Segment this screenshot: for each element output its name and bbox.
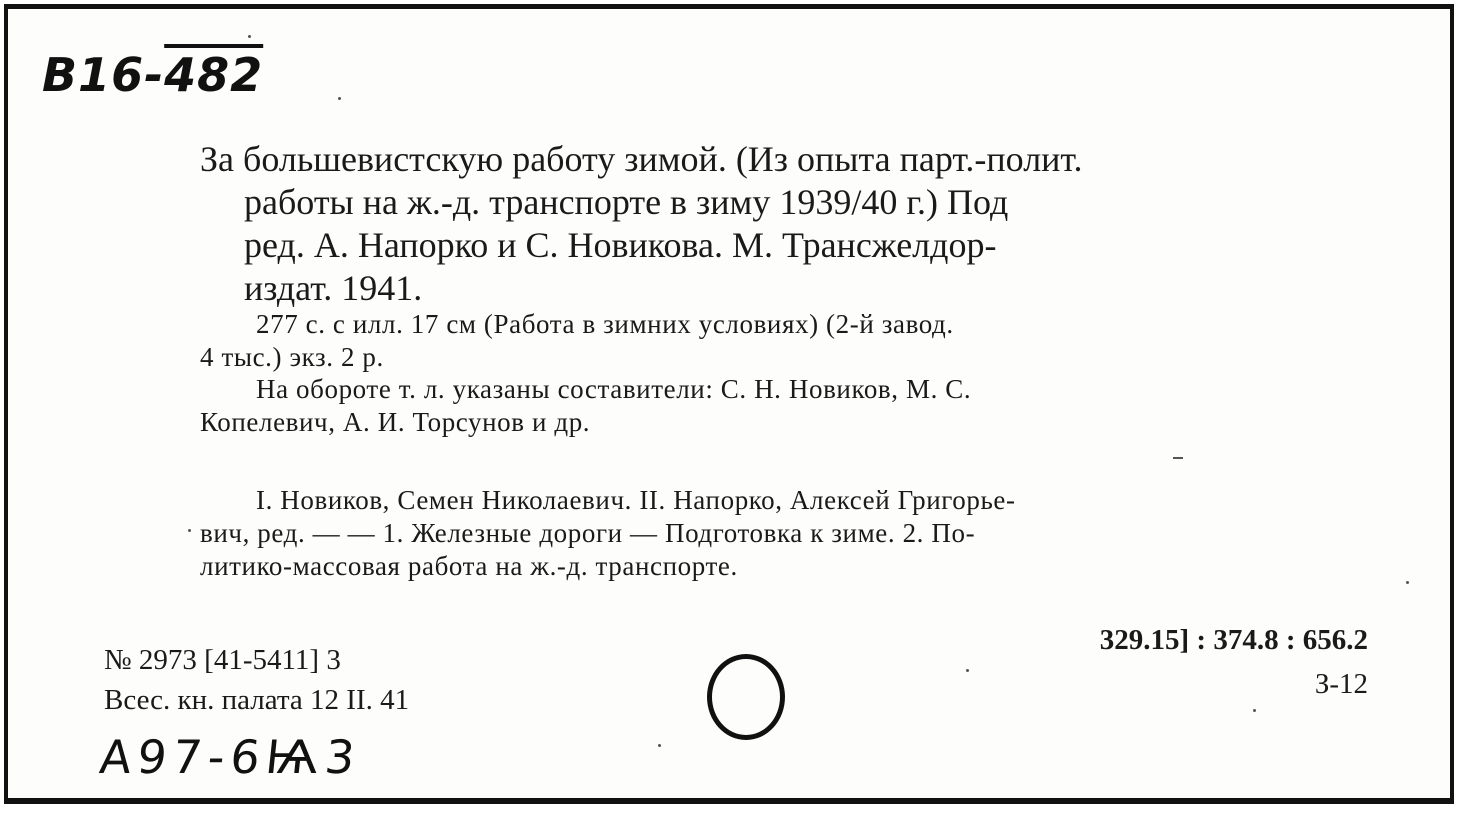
- title-line: ред. А. Напорко и С. Новикова. М. Трансжелдор-: [244, 225, 997, 265]
- call-number-prefix: В16-: [42, 48, 165, 102]
- subject-line: I. Новиков, Семен Николаевич. II. Напорко, Алексей Григорье-: [256, 485, 1016, 515]
- subject-tracings: [200, 484, 1370, 583]
- title-line: работы на ж.-д. транспорте в зиму 1939/40 г.) Под: [244, 182, 1009, 222]
- udc-classification: 329.15] : 374.8 : 656.2: [1099, 624, 1368, 656]
- book-chamber-line: Всес. кн. палата 12 II. 41: [104, 684, 410, 716]
- subject-line: литико-массовая работа на ж.-д. транспорте.: [200, 551, 738, 581]
- ink-speck: [338, 97, 341, 100]
- ink-speck: [1406, 581, 1409, 584]
- ink-speck: [188, 529, 191, 532]
- ink-speck: [1253, 709, 1256, 712]
- ink-speck: [658, 744, 661, 747]
- collation-line: 4 тыс.) экз. 2 р.: [200, 342, 384, 372]
- subject-line: вич, ред. — — 1. Железные дороги — Подготовка к зиме. 2. По-: [200, 518, 976, 548]
- note-line: Копелевич, А. И. Торсунов и др.: [200, 407, 591, 437]
- title-paragraph: [200, 138, 1365, 310]
- punch-hole: [707, 654, 785, 740]
- card-number: № 2973 [41-5411] 3: [104, 644, 341, 676]
- shelf-mark: З-12: [1314, 668, 1368, 700]
- collation-line: 277 с. с илл. 17 см (Работа в зимних условиях) (2-й завод.: [256, 309, 954, 339]
- handwritten-call-number: [42, 48, 263, 102]
- ink-speck: [248, 35, 251, 38]
- ink-speck: [1173, 457, 1183, 459]
- ink-speck: [966, 669, 969, 672]
- call-number-number: 482: [164, 48, 264, 102]
- title-line: издат. 1941.: [244, 268, 423, 308]
- note-paragraph: [200, 373, 1370, 439]
- title-line: За большевистскую работу зимой. (Из опыта парт.-полит.: [200, 139, 1083, 179]
- note-line: На обороте т. л. указаны составители: С. Н. Новиков, М. С.: [256, 374, 972, 404]
- collation-paragraph: [200, 308, 1370, 374]
- handwritten-inventory-number: А97-6Ѩ3: [97, 730, 364, 784]
